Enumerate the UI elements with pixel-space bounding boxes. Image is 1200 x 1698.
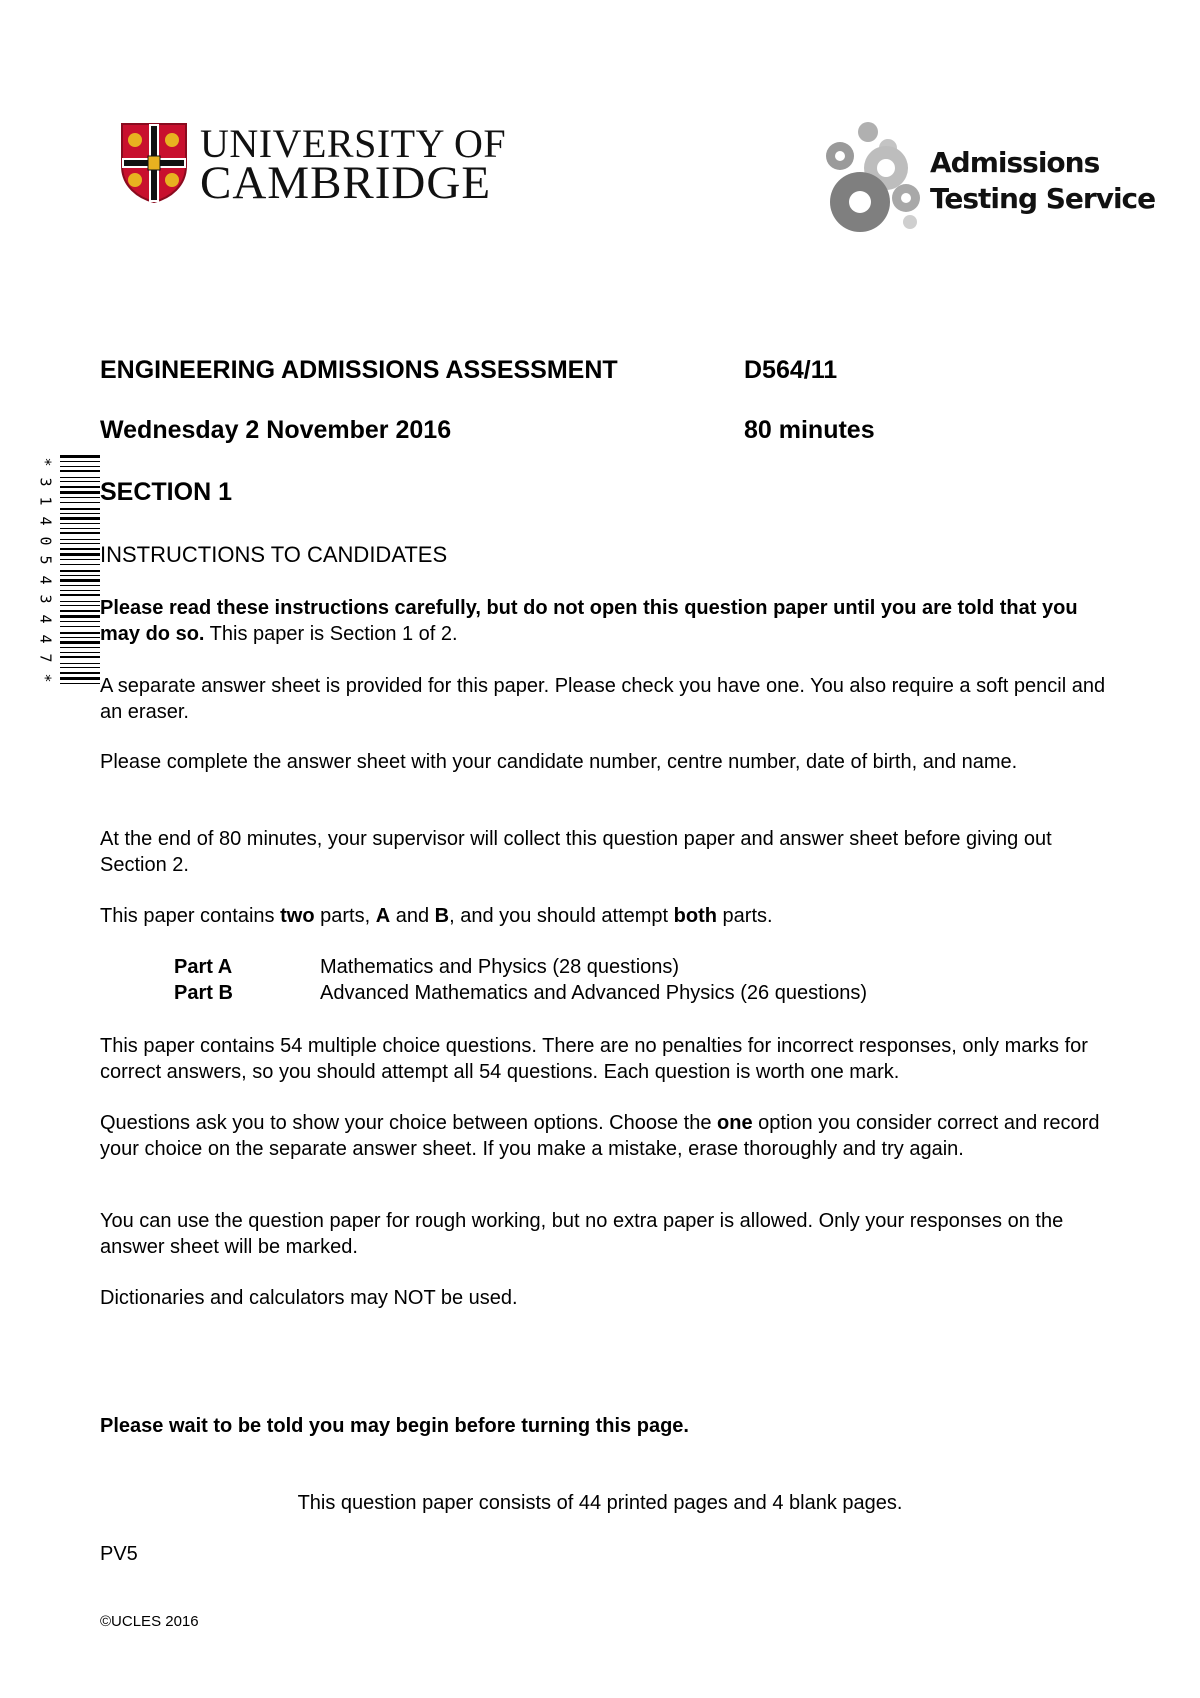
barcode-digit: * bbox=[37, 673, 55, 683]
exam-title: ENGINEERING ADMISSIONS ASSESSMENT bbox=[100, 356, 618, 384]
exam-date: Wednesday 2 November 2016 bbox=[100, 416, 452, 444]
copyright: ©UCLES 2016 bbox=[100, 1613, 199, 1630]
barcode-digit: 4 bbox=[37, 575, 55, 585]
instruction-paragraph-4: At the end of 80 minutes, your supervisor will collect this question paper and answer sheet before giving out Section 2. bbox=[100, 828, 1052, 876]
candidate-barcode bbox=[36, 455, 102, 685]
wait-note: Please wait to be told you may begin before turning this page. bbox=[100, 1415, 689, 1437]
instruction-paragraph-7 bbox=[100, 1110, 1110, 1162]
cambridge-shield-icon bbox=[120, 122, 188, 204]
barcode-digit: 0 bbox=[37, 535, 55, 546]
exam-duration: 80 minutes bbox=[744, 416, 875, 444]
ats-logo-line2: Testing Service bbox=[930, 182, 1156, 215]
pv-code: PV5 bbox=[100, 1543, 138, 1565]
p7-text-c: option you consider correct and record your choice on the separate answer sheet. If you make a mistake, erase thoroughly and try again. bbox=[100, 1112, 1100, 1160]
barcode-digit: * bbox=[37, 457, 55, 467]
part-label: Part A bbox=[174, 956, 233, 978]
barcode-digit: 1 bbox=[37, 496, 55, 506]
section-title: SECTION 1 bbox=[100, 478, 232, 506]
instruction-paragraph-1 bbox=[100, 595, 1110, 647]
ats-logo-line1: Admissions bbox=[930, 146, 1100, 179]
barcode-digits bbox=[36, 455, 56, 685]
p5-text-i: parts. bbox=[716, 905, 773, 927]
p5-bold-two: two bbox=[280, 905, 315, 927]
barcode-digit: 7 bbox=[37, 653, 55, 663]
instruction-1-bold: Please read these instructions carefully, but do not open this question paper until you are told that you may do so. bbox=[100, 597, 1078, 645]
part-description: Mathematics and Physics (28 questions) bbox=[320, 956, 680, 978]
p7-bold-one: one bbox=[717, 1112, 753, 1134]
instruction-paragraph-9: Dictionaries and calculators may NOT be used. bbox=[100, 1287, 518, 1309]
instruction-1-rest: This paper is Section 1 of 2. bbox=[204, 623, 458, 645]
university-logo-line1: UNIVERSITY OF bbox=[200, 121, 507, 166]
barcode-digit: 3 bbox=[37, 477, 55, 487]
p5-text-c: parts, bbox=[314, 905, 376, 927]
p5-bold-both: both bbox=[673, 905, 717, 927]
instruction-paragraph-2: A separate answer sheet is provided for this paper. Please check you have one. You also require a soft pencil and an eraser. bbox=[100, 675, 1106, 723]
admissions-testing-service-logo bbox=[818, 118, 1156, 248]
p7-text-a: Questions ask you to show your choice between options. Choose the bbox=[100, 1112, 718, 1134]
barcode-digit: 4 bbox=[37, 516, 55, 526]
exam-code: D564/11 bbox=[744, 356, 838, 384]
barcode-digit: 3 bbox=[37, 594, 55, 604]
p5-bold-b: B bbox=[434, 905, 450, 927]
part-row bbox=[174, 980, 867, 1006]
barcode-bars-icon bbox=[60, 455, 100, 685]
barcode-digit: 4 bbox=[37, 634, 55, 644]
barcode-digit: 4 bbox=[37, 614, 55, 624]
p5-text-a: This paper contains bbox=[100, 905, 281, 927]
ats-gears-icon bbox=[818, 118, 928, 248]
part-description: Advanced Mathematics and Advanced Physics (26 questions) bbox=[320, 982, 867, 1004]
p5-text-e: and bbox=[390, 905, 435, 927]
part-label: Part B bbox=[174, 982, 233, 1004]
p5-bold-a: A bbox=[375, 905, 391, 927]
university-of-cambridge-logo bbox=[120, 121, 510, 209]
part-row bbox=[174, 954, 867, 980]
pages-note: This question paper consists of 44 printed pages and 4 blank pages. bbox=[297, 1492, 903, 1514]
instruction-paragraph-5 bbox=[100, 903, 1110, 929]
university-logo-line2: CAMBRIDGE bbox=[200, 157, 492, 209]
instructions-heading: INSTRUCTIONS TO CANDIDATES bbox=[100, 542, 448, 567]
barcode-digit: 5 bbox=[37, 555, 55, 565]
p5-text-g: , and you should attempt bbox=[449, 905, 674, 927]
instruction-paragraph-8: You can use the question paper for rough working, but no extra paper is allowed. Only your responses on the answer sheet will be marked. bbox=[100, 1210, 1064, 1258]
parts-list bbox=[174, 954, 867, 1006]
instruction-paragraph-6: This paper contains 54 multiple choice questions. There are no penalties for incorrect responses, only marks for correct answers, so you should attempt all 54 questions. Each question is worth one mark. bbox=[100, 1035, 1088, 1083]
instruction-paragraph-3: Please complete the answer sheet with your candidate number, centre number, date of birth, and name. bbox=[100, 751, 1018, 773]
